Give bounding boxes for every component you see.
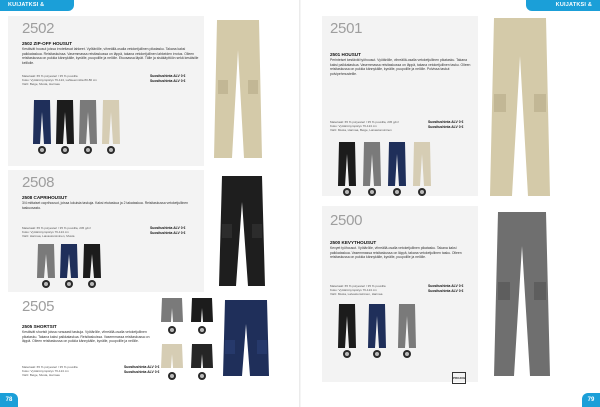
- color-dot-icon: [168, 326, 176, 334]
- product-description-2501: Perinteiset kestävät työhousut. Vyötärölle, vihreällä-osalla vetoketjullinen pikatasku. Takana kaksi paikkataskua. Vasemmassa reisitaskussa on läppä, takana vetoketjullinen tasku. Olleen reisitaskussa on pukkia kännykälle, kynälle, puupolille ja nelölle. Polvissa taskut polvipehmusteille.: [330, 58, 471, 76]
- product-prices-2508: [150, 226, 185, 235]
- product-description-2502: Kestävät housut joissa irrotettavat lahkeet. Vyötärölle, vihreällä-osalla vetoketjullinen pikatasku. Takana kaksi paikkataskua. Reisitaskuissa. Vasemmassa reisitaskussa on läppä, takana vetoketjullinen lahkeiden irrotus. Olleen reisitaskussa on pukkia kännykälle, kynälle, puupolille ja nelölle. Etuosassa läpät. Tälle ja sisäkäyttöön sekä kesäisille kelilolle.: [22, 47, 199, 65]
- swatches-2505: [160, 298, 216, 390]
- price-line: Suositushinta ALV 0 €: [124, 369, 160, 374]
- swatch-black[interactable]: [190, 298, 214, 334]
- color-dot-icon: [343, 188, 351, 196]
- product-description-2508: 3/4 mittaiset caprihousut, joissa lukuisia taskuja. Kaksi etutaskua ja 2 takataskua. Reisitaskussa vetoketjullinen taskuosasto.: [22, 201, 189, 210]
- price-line: Suositushinta ALV 0 €: [428, 288, 464, 293]
- spec-line: Materiaali: 65 % polyesteri / 35 % puuvilla, 245 g/m²: [330, 120, 400, 124]
- product-code-2501: 2501: [330, 20, 363, 37]
- color-dot-icon: [393, 188, 401, 196]
- product-prices-2502: [150, 74, 185, 83]
- swatch-gray[interactable]: [36, 244, 56, 288]
- product-prices-2505: [124, 365, 159, 374]
- color-dot-icon: [373, 350, 381, 358]
- swatch-gray[interactable]: [78, 100, 98, 154]
- page-gutter: [299, 0, 301, 407]
- product-code-2500: 2500: [330, 212, 363, 229]
- product-image-2508: [218, 176, 266, 288]
- product-title-2500: 2500 KEVYTHOUSUT: [330, 240, 377, 245]
- color-dot-icon: [418, 188, 426, 196]
- swatch-navy[interactable]: [32, 100, 52, 154]
- swatch-gray[interactable]: [361, 142, 383, 196]
- color-dot-icon: [107, 146, 115, 154]
- color-dot-icon: [198, 326, 206, 334]
- spec-line: Värit: Beige, Musta, Harmaa: [22, 82, 60, 87]
- spec-line: Materiaali: 65 % polyesteri / 35 % puuvilla: [330, 284, 386, 288]
- product-image-2501: [488, 18, 552, 198]
- spec-line: Koko: Vyötärönympärys 76-124 cm: [330, 124, 377, 129]
- spec-line: Värit: Musta, Laivastonsininen, Harmaa: [330, 292, 383, 297]
- product-code-2502: 2502: [22, 20, 55, 37]
- header-tab-right: KUIJATKSI & REIDOTO: [526, 0, 600, 11]
- swatch-gray[interactable]: [160, 298, 184, 334]
- product-image-2500: [492, 212, 552, 378]
- product-description-2500: Kevyet työhousut. Vyötärölle, vihreällä-osalla vetoketjullinen pikatasku. Takana kaksi paikkataskua. Vasemmassa reisitaskussa on läppä, takana vetoketjullinen tasku. Olleen reisitaskussa on pukkia kännykälle, kynälle, puupolille ja nelölle.: [330, 246, 462, 260]
- product-prices-2501: [428, 120, 463, 129]
- swatch-black[interactable]: [55, 100, 75, 154]
- color-dot-icon: [168, 372, 176, 380]
- product-prices-2500: [428, 284, 463, 293]
- product-code-2505: 2505: [22, 298, 55, 315]
- price-line: Suositushinta ALV 0 €: [124, 365, 160, 369]
- spec-line: Koko: Vyötärönympärys 76-124, Lahkeenmitta 80-86 cm: [22, 78, 97, 83]
- product-title-2505: 2505 SHORTSIT: [22, 324, 57, 329]
- swatches-2501: [336, 142, 433, 196]
- spec-line: Koko: Vyötärönympärys 76-124 cm: [22, 369, 69, 374]
- spec-line: Värit: Beige, Musta, Harmaa: [22, 373, 60, 378]
- swatches-2500: [336, 304, 418, 358]
- product-title-2508: 2508 CAPRIHOUSUT: [22, 195, 68, 200]
- swatch-navy[interactable]: [366, 304, 388, 358]
- swatch-black-2[interactable]: [190, 344, 214, 380]
- price-line: Suositushinta ALV 0 €: [150, 74, 186, 78]
- swatch-beige[interactable]: [101, 100, 121, 154]
- product-specs-2508: [22, 226, 140, 239]
- swatch-navy[interactable]: [59, 244, 79, 288]
- spec-line: Värit: Harmaa, Laivastonsininen, Musta: [22, 234, 75, 239]
- color-dot-icon: [343, 350, 351, 358]
- page-number-right: 79: [582, 393, 600, 407]
- swatches-2502: [32, 100, 121, 154]
- spec-line: Materiaali: 65 % polyesteri / 35 % puuvilla: [22, 74, 78, 78]
- product-title-2502: 2502 ZIP-OFF HOUSUT: [22, 41, 73, 46]
- color-dot-icon: [403, 350, 411, 358]
- spec-line: Koko: Vyötärönympärys 76-124 cm: [22, 230, 69, 235]
- swatch-beige[interactable]: [160, 344, 184, 380]
- product-specs-2501: [330, 120, 430, 133]
- color-dot-icon: [38, 146, 46, 154]
- swatch-black[interactable]: [336, 142, 358, 196]
- color-dot-icon: [65, 280, 73, 288]
- product-title-2501: 2501 HOUSUT: [330, 52, 361, 57]
- color-dot-icon: [61, 146, 69, 154]
- product-specs-2500: [330, 284, 430, 297]
- color-dot-icon: [84, 146, 92, 154]
- price-line: Suositushinta ALV 0 €: [150, 226, 186, 230]
- header-tab-left: KUIJATKSI &: [0, 0, 74, 11]
- spec-line: Materiaali: 65 % polyesteri / 35 % puuvilla: [22, 365, 78, 369]
- price-line: Suositushinta ALV 0 €: [150, 230, 186, 235]
- price-line: Suositushinta ALV 0 €: [428, 120, 464, 124]
- color-dot-icon: [42, 280, 50, 288]
- color-dot-icon: [368, 188, 376, 196]
- product-code-2508: 2508: [22, 174, 55, 191]
- price-line: Suositushinta ALV 0 €: [428, 124, 464, 129]
- product-image-2502: [212, 20, 264, 160]
- swatch-gray[interactable]: [396, 304, 418, 358]
- product-description-2505: Kestävät shortsit joissa runsaasti taskuja. Vyötärölle, vihreällä-osalla vetoketjullinen pikatasku. Takana kaksi paikkataskua. Reisitaskuissa. Vasemmassa reisitaskussa on läppä. Olleen reisitaskussa on pukkia kännykälle, kynälle, puupolille ja nelölle.: [22, 330, 150, 344]
- swatch-black[interactable]: [336, 304, 358, 358]
- product-image-2505: [222, 300, 270, 380]
- swatch-navy[interactable]: [386, 142, 408, 196]
- price-line: Suositushinta ALV 0 €: [150, 78, 186, 83]
- swatch-black[interactable]: [82, 244, 102, 288]
- spec-line: Materiaali: 65 % polyesteri / 35 % puuvilla, 245 g/m²: [22, 226, 92, 230]
- price-line: Suositushinta ALV 0 €: [428, 284, 464, 288]
- swatches-2508: [36, 244, 102, 288]
- color-dot-icon: [198, 372, 206, 380]
- color-dot-icon: [88, 280, 96, 288]
- brand-logo: PROJOB: [452, 372, 466, 384]
- swatch-beige[interactable]: [411, 142, 433, 196]
- product-specs-2502: [22, 74, 140, 87]
- spec-line: Värit: Musta, Harmaa, Beige, Laivastonsininen: [330, 128, 392, 133]
- product-specs-2505: [22, 365, 122, 378]
- page-number-left: 78: [0, 393, 18, 407]
- spec-line: Koko: Vyötärönympärys 76-124 cm: [330, 288, 377, 293]
